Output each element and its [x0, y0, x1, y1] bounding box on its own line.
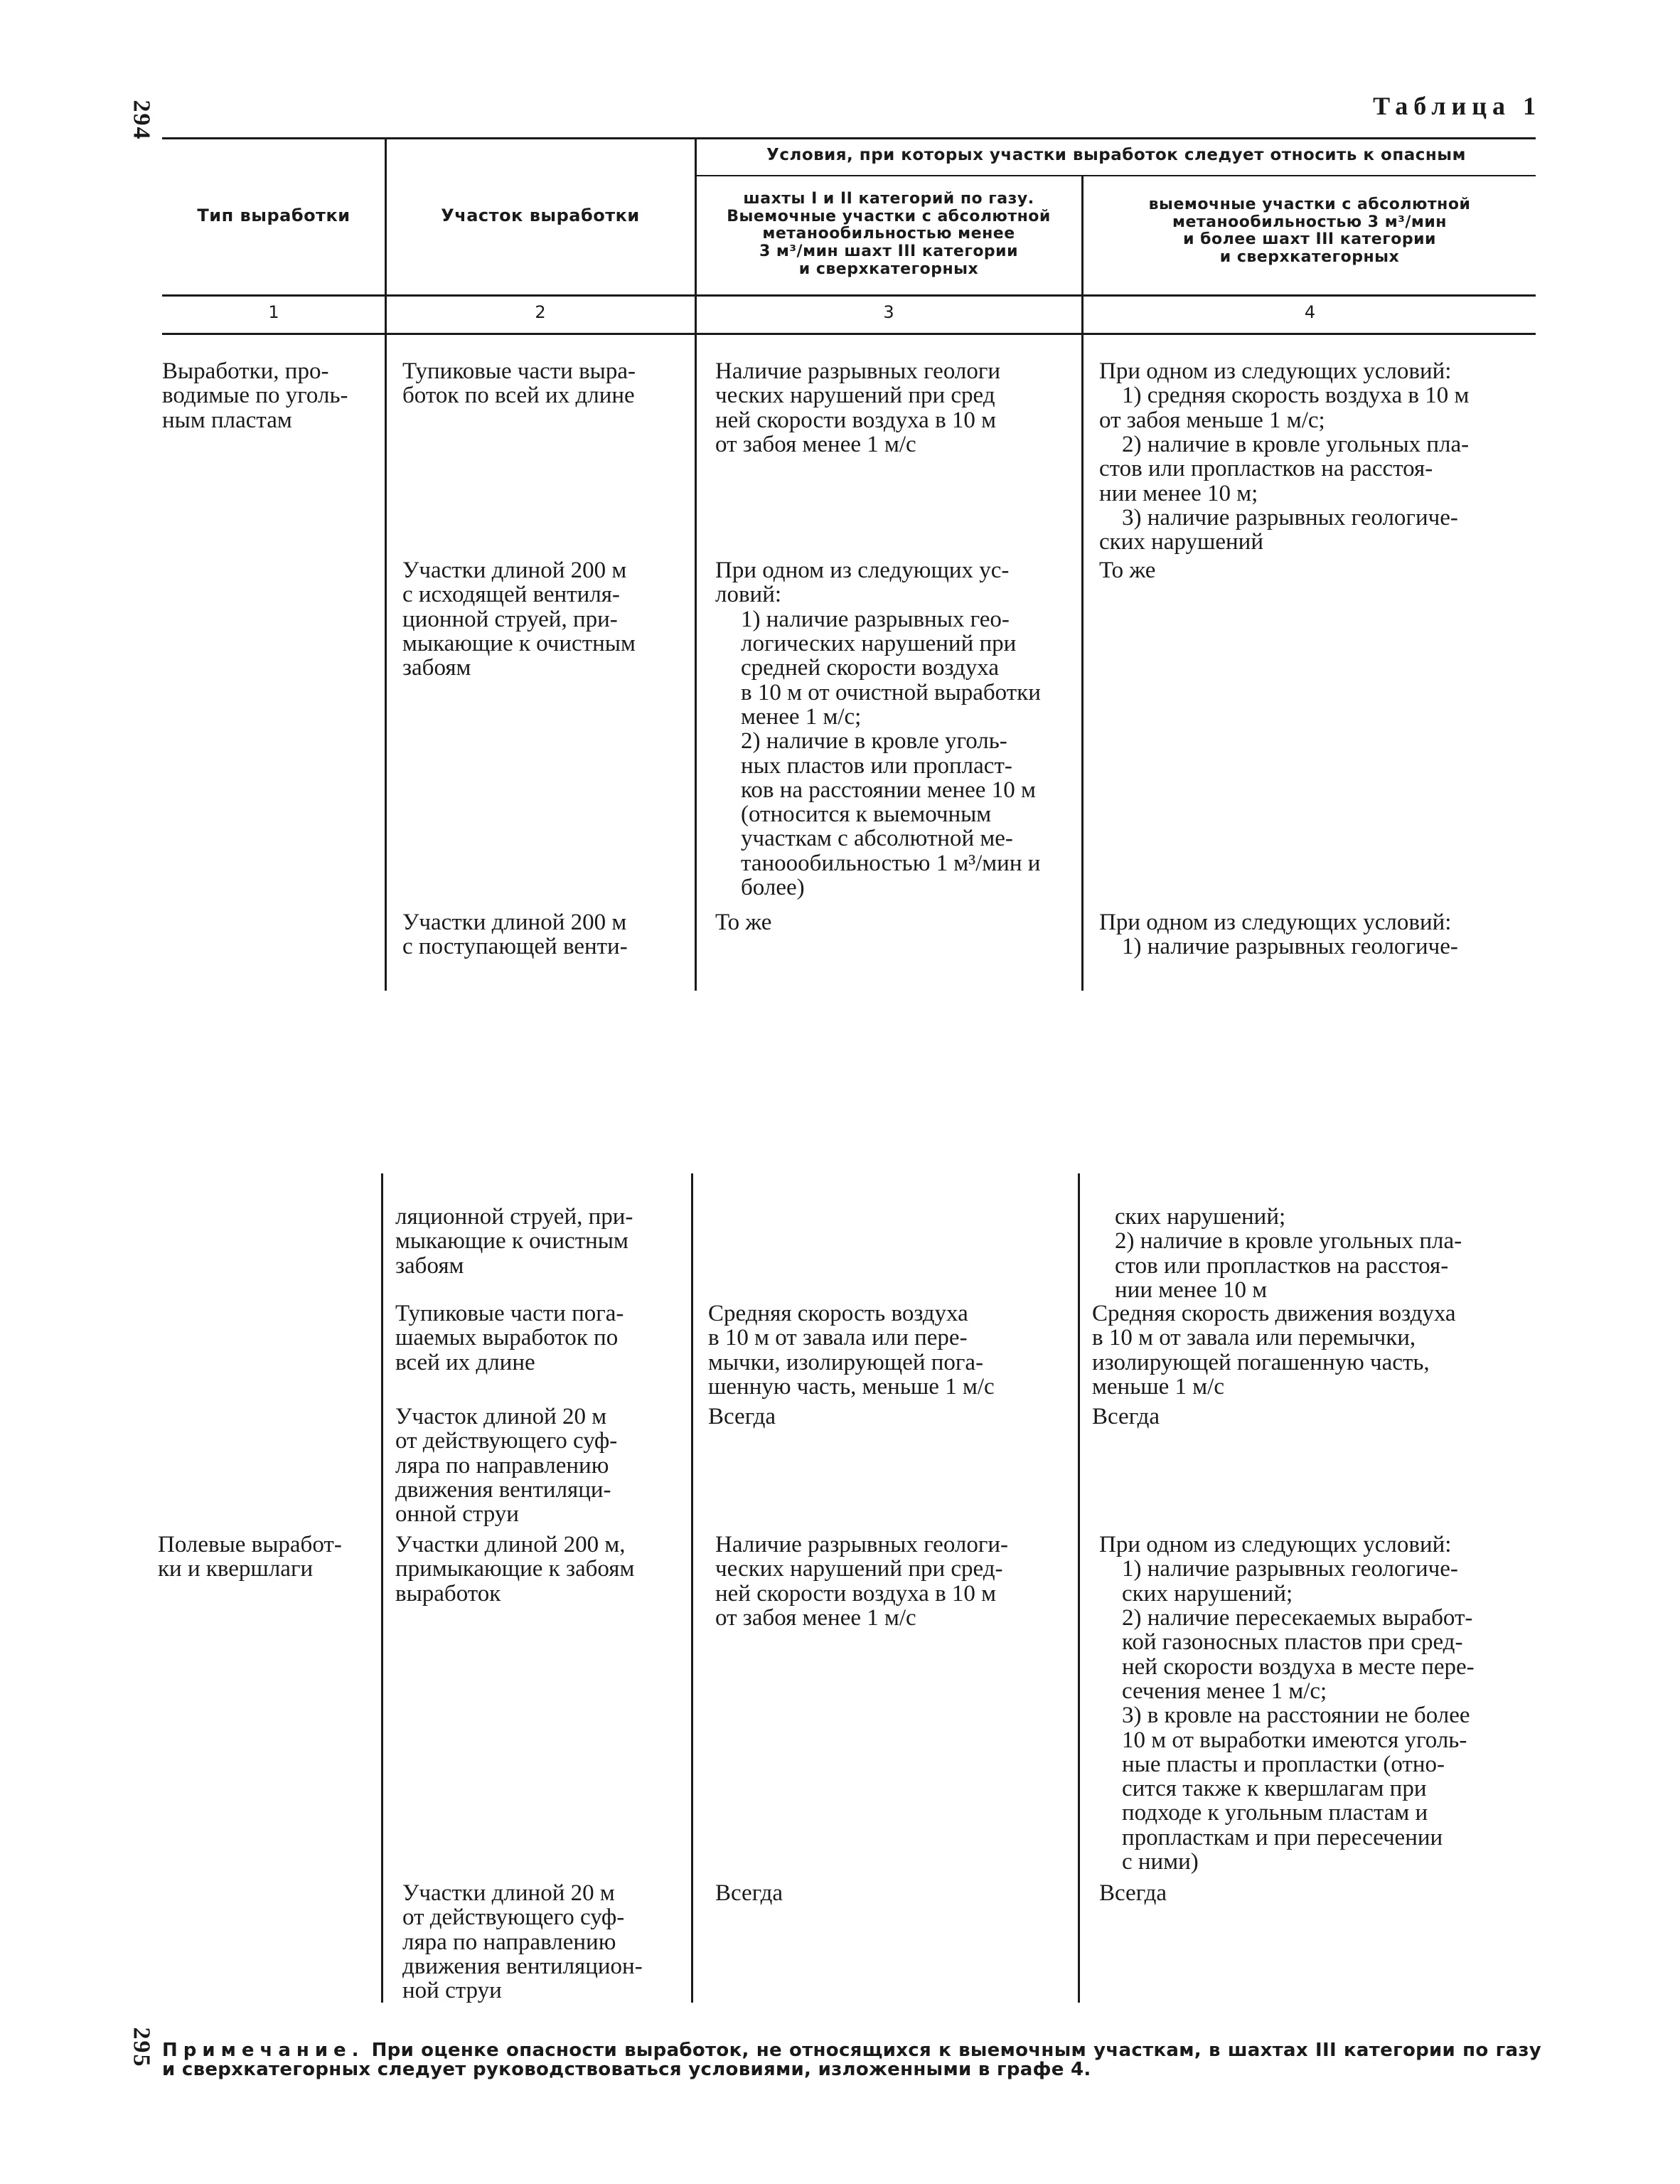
cond3-adjacent-200m	[715, 1533, 1069, 1630]
cond3-line: Средняя скорость воздуха	[708, 1301, 968, 1326]
cond3-line: Наличие разрывных геологи	[715, 358, 1001, 384]
colnum-4: 4	[1304, 302, 1316, 322]
cond3-line: в 10 м от очистной выработки	[741, 679, 1041, 705]
section-incoming-200m	[402, 910, 683, 959]
cond4-same: То же	[1099, 558, 1156, 583]
section-adjacent-200m	[395, 1533, 678, 1606]
cond3-blower-20m-2	[715, 1881, 1069, 1905]
cond4-line: в 10 м от завала или перемычки,	[1092, 1325, 1416, 1351]
cond3-row1	[715, 359, 1069, 457]
section-line: движения вентиляцион-	[402, 1953, 643, 1979]
section-dead-end	[402, 359, 683, 408]
cond3-lead: ловий:	[715, 582, 782, 608]
cond3-line: в 10 м от завала или пере-	[708, 1325, 968, 1351]
type-line: ки и квершлаги	[158, 1556, 314, 1582]
section-line: мыкающие к очистным	[402, 630, 636, 656]
cond4-continuation	[1092, 1205, 1527, 1302]
cond3-line: средней скорости воздуха	[741, 655, 999, 681]
cond4-line: ских нарушений	[1099, 529, 1263, 555]
cond4-lead: При одном из следующих условий:	[1099, 910, 1452, 935]
section-line: Тупиковые части выра-	[402, 358, 636, 384]
cond4-line: ских нарушений;	[1122, 1580, 1293, 1607]
cond4-line: пропласткам и при пересечении	[1122, 1824, 1443, 1850]
cond4-line: 3) наличие разрывных геологиче-	[1122, 504, 1458, 531]
header-col4	[1085, 196, 1534, 267]
cond4-line: 10 м от выработки имеются уголь-	[1122, 1727, 1467, 1753]
cond4-line: от забоя меньше 1 м/с;	[1099, 407, 1325, 433]
table-top-rule	[162, 137, 1536, 139]
col-divider-3	[1081, 175, 1084, 991]
cond3-line: 2) наличие в кровле уголь-	[741, 728, 1007, 755]
cond4-blower-20m-2	[1099, 1881, 1529, 1905]
type-line: Выработки, про-	[162, 358, 329, 384]
page-number-bottom: 295	[128, 2027, 155, 2068]
cond4-line: нии менее 10 м;	[1099, 480, 1258, 506]
type-field-workings	[158, 1533, 371, 1582]
cond4-line: меньше 1 м/с	[1092, 1373, 1224, 1400]
col-divider-3b	[1078, 1173, 1080, 2003]
cond4-line: 2) наличие в кровле угольных пла-	[1122, 431, 1470, 457]
cond4-line: с ними)	[1122, 1849, 1199, 1875]
section-line: боток по всей их длине	[402, 383, 635, 409]
section-line: ляра по направлению	[402, 1929, 616, 1955]
note-text: При оценке опасности выработок, не относящихся к выемочным участкам, в шахтах III категории по газу и сверхкатегорных следует руководствоваться условиями, изложенными в графе 4.	[162, 2040, 1541, 2081]
cond3-always: Всегда	[715, 1880, 783, 1906]
section-line: онной струи	[395, 1501, 519, 1528]
cond4-line: ских нарушений;	[1115, 1204, 1286, 1230]
section-line: ляра по направлению	[395, 1452, 609, 1479]
cond3-lead: При одном из следующих ус-	[715, 558, 1010, 583]
cond4-line: ней скорости воздуха в месте пере-	[1122, 1653, 1475, 1680]
colnum-bottom-rule	[162, 333, 1536, 335]
cond3-line: Наличие разрывных геологи-	[715, 1532, 1009, 1557]
page-number-top: 294	[128, 100, 155, 141]
table-note	[162, 2041, 1541, 2080]
cond3-line: 1) наличие разрывных гео-	[741, 606, 1010, 632]
cond3-line: от забоя менее 1 м/с	[715, 431, 916, 457]
header-group-rule	[695, 175, 1536, 176]
header-group: Условия, при которых участки выработок следует относить к опасным	[766, 146, 1466, 164]
col-divider-1	[385, 137, 387, 991]
cond4-lead: При одном из следующих условий:	[1099, 358, 1452, 384]
cond4-line: изолирующей погашенную часть,	[1092, 1349, 1430, 1375]
section-line: ляционной струей, при-	[395, 1204, 633, 1230]
section-continuation	[395, 1205, 678, 1278]
cond4-row3	[1099, 910, 1529, 959]
cond4-line: сится также к квершлагам при	[1122, 1776, 1427, 1802]
cond3-line: ческих нарушений при сред	[715, 383, 995, 409]
cond3-extinguished	[708, 1301, 1064, 1399]
cond4-adjacent-200m	[1099, 1533, 1529, 1874]
header-col4-line: метанообильностью 3 м³/мин	[1172, 213, 1447, 231]
cond3-line: менее 1 м/с;	[741, 703, 862, 730]
section-line: Участки длиной 200 м,	[395, 1532, 626, 1557]
section-line: мыкающие к очистным	[395, 1228, 628, 1255]
cond3-always: Всегда	[708, 1404, 776, 1429]
cond3-blower-20m	[708, 1405, 1064, 1429]
cond3-line: ней скорости воздуха в 10 м	[715, 407, 997, 433]
header-col3-line: и сверхкатегорных	[798, 260, 979, 278]
cond4-line: стов или пропластков на расстоя-	[1115, 1252, 1449, 1279]
cond3-same: То же	[715, 910, 772, 935]
cond3-line: мычки, изолирующей пога-	[708, 1349, 984, 1375]
cond4-line: подходе к угольным пластам и	[1122, 1800, 1428, 1826]
section-outgoing-200m	[402, 558, 683, 681]
col-divider-1b	[381, 1173, 383, 2003]
section-line: ционной струей, при-	[402, 606, 618, 632]
section-blower-20m-2	[402, 1881, 683, 2003]
colnum-1: 1	[268, 302, 279, 322]
type-coal-seams	[162, 359, 374, 432]
cond4-line: 1) средняя скорость воздуха в 10 м	[1122, 383, 1470, 409]
header-col4-line: и более шахт III категории	[1183, 230, 1436, 249]
header-col3-line: Выемочные участки с абсолютной	[727, 207, 1051, 225]
cond4-extinguished	[1092, 1301, 1527, 1399]
section-line: Участки длиной 200 м	[402, 910, 627, 935]
cond4-line: кой газоносных пластов при сред-	[1122, 1629, 1463, 1656]
cond4-blower-20m	[1092, 1405, 1527, 1429]
cond3-line: таноообильностью 1 м³/мин и	[741, 850, 1041, 876]
section-line: от действующего суф-	[402, 1905, 625, 1931]
cond3-row2	[715, 558, 1069, 900]
cond3-line: участкам с абсолютной ме-	[741, 826, 1013, 852]
cond4-row2	[1099, 558, 1529, 582]
header-col1: Тип выработки	[197, 206, 351, 225]
section-line: забоям	[402, 655, 471, 681]
header-col3-line: 3 м³/мин шахт III категории	[759, 242, 1019, 260]
cond3-line: ков на расстоянии менее 10 м	[741, 777, 1036, 803]
section-line: от действующего суф-	[395, 1428, 618, 1454]
cond3-row3	[715, 910, 1069, 934]
section-line: с исходящей вентиля-	[402, 582, 620, 608]
header-col3	[698, 191, 1079, 278]
section-blower-20m	[395, 1405, 678, 1527]
section-line: примыкающие к забоям	[395, 1556, 635, 1582]
header-col2: Участок выработки	[441, 206, 640, 225]
cond4-line: 1) наличие разрывных геологиче-	[1122, 1556, 1458, 1582]
type-line: ным пластам	[162, 407, 292, 433]
cond3-line: ных пластов или пропласт-	[741, 752, 1012, 779]
table-title: Таблица 1	[1373, 92, 1541, 120]
section-line: забоям	[395, 1252, 464, 1279]
cond4-row1	[1099, 359, 1529, 555]
cond4-lead: При одном из следующих условий:	[1099, 1532, 1452, 1557]
cond4-line: 3) в кровле на расстоянии не более	[1122, 1703, 1470, 1729]
header-col3-line: метанообильностью менее	[762, 225, 1015, 243]
col-divider-2	[695, 137, 697, 991]
note-lead: Примечание.	[162, 2040, 365, 2061]
section-line: движения вентиляци-	[395, 1476, 611, 1503]
cond4-always: Всегда	[1099, 1880, 1167, 1906]
cond3-line: шенную часть, меньше 1 м/с	[708, 1373, 995, 1400]
colnum-3: 3	[883, 302, 894, 322]
cond4-line: ные пласты и пропластки (отно-	[1122, 1751, 1445, 1777]
header-col3-line: шахты I и II категорий по газу.	[743, 190, 1034, 208]
cond4-line: стов или пропластков на расстоя-	[1099, 456, 1433, 482]
section-line: Участок длиной 20 м	[395, 1404, 607, 1429]
cond4-line: 2) наличие в кровле угольных пла-	[1115, 1228, 1462, 1255]
header-col4-line: выемочные участки с абсолютной	[1148, 196, 1471, 213]
header-col4-line: и сверхкатегорных	[1219, 247, 1400, 266]
cond4-line: 2) наличие пересекаемых выработ-	[1122, 1604, 1473, 1631]
section-line: шаемых выработок по	[395, 1325, 619, 1351]
type-line: Полевые выработ-	[158, 1532, 342, 1557]
header-bottom-rule	[162, 294, 1536, 297]
col-divider-2b	[691, 1173, 693, 2003]
cond4-line: нии менее 10 м	[1115, 1277, 1268, 1303]
cond3-line: логических нарушений при	[741, 630, 1017, 656]
section-line: ной струи	[402, 1978, 502, 2004]
cond3-line: от забоя менее 1 м/с	[715, 1604, 916, 1631]
section-line: Участки длиной 20 м	[402, 1880, 615, 1906]
cond4-line: сечения менее 1 м/с;	[1122, 1678, 1327, 1704]
cond3-line: более)	[741, 875, 805, 901]
cond4-line: 1) наличие разрывных геологиче-	[1122, 934, 1458, 960]
section-line: всей их длине	[395, 1349, 535, 1375]
cond3-line: (относится к выемочным	[741, 801, 992, 828]
section-line: с поступающей венти-	[402, 934, 628, 960]
section-dead-end-extinguished	[395, 1301, 678, 1375]
colnum-2: 2	[535, 302, 546, 322]
cond4-line: Средняя скорость движения воздуха	[1092, 1301, 1456, 1326]
section-line: Тупиковые части пога-	[395, 1301, 624, 1326]
type-line: водимые по уголь-	[162, 383, 348, 409]
cond4-always: Всегда	[1092, 1404, 1160, 1429]
section-line: Участки длиной 200 м	[402, 558, 627, 583]
cond3-line: ческих нарушений при сред-	[715, 1556, 1003, 1582]
cond3-line: ней скорости воздуха в 10 м	[715, 1580, 997, 1607]
section-line: выработок	[395, 1580, 501, 1607]
